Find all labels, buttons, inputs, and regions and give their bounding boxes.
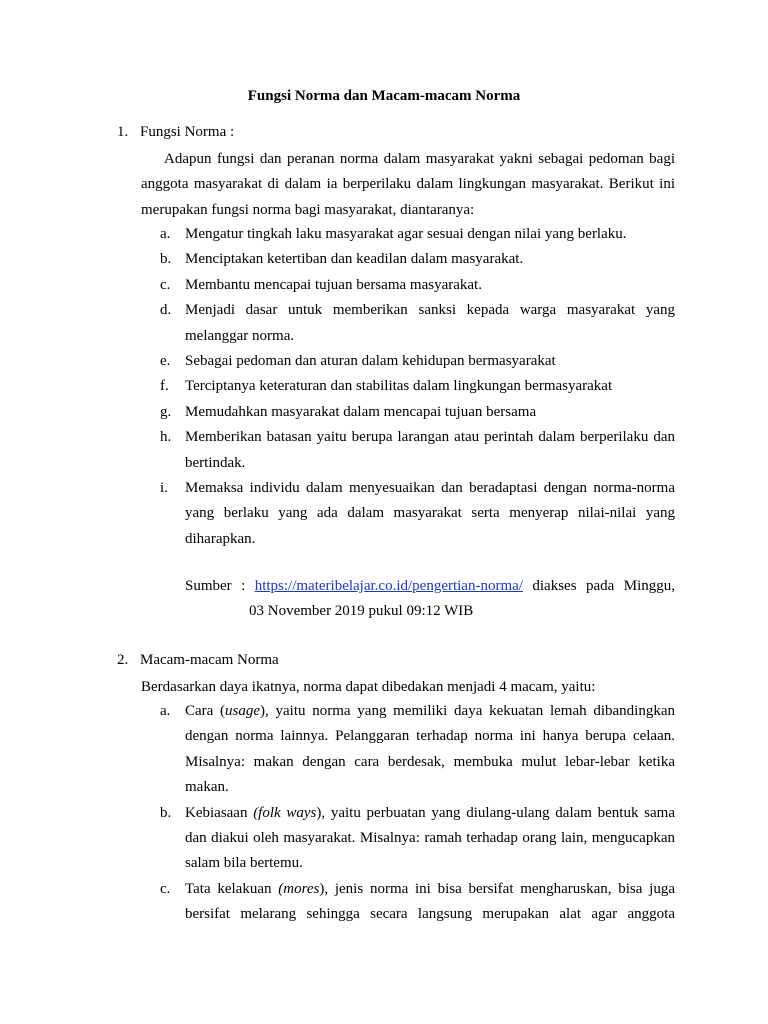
list-item-before: Kebiasaan: [185, 804, 254, 821]
list-item: [160, 222, 675, 247]
page-title: Fungsi Norma dan Macam-macam Norma: [247, 88, 521, 104]
list-item-text: Terciptanya keteraturan dan stabilitas dalam lingkungan bermasyarakat: [185, 378, 613, 395]
section-title: Fungsi Norma :: [140, 124, 235, 140]
source-label: Sumber :: [185, 578, 246, 594]
section-1-intro: Adapun fungsi dan peranan norma dalam masyarakat yakni sebagai pedoman bagi anggota masyarakat di dalam ia berperilaku dalam lingkungan masyarakat. Berikut ini merupakan fungsi norma bagi masyarakat, diantaranya:: [141, 151, 675, 218]
list-item-text: Memudahkan masyarakat dalam mencapai tujuan bersama: [185, 403, 537, 420]
section-1-heading: [117, 124, 234, 141]
list-item: [160, 476, 675, 552]
list-item: [160, 877, 675, 928]
list-marker: a.: [160, 703, 171, 719]
list-marker: d.: [160, 302, 172, 319]
list-item-text: Membantu mencapai tujuan bersama masyarakat.: [185, 276, 482, 293]
norm-types-list: [160, 699, 675, 928]
list-marker: e.: [160, 353, 171, 370]
list-item-text: Sebagai pedoman dan aturan dalam kehidupan bermasyarakat: [185, 353, 556, 370]
source-link[interactable]: https://materibelajar.co.id/pengertian-norma/: [254, 578, 523, 594]
section-title: Macam-macam Norma: [140, 652, 279, 668]
list-item-text: Menjadi dasar untuk memberikan sanksi kepada warga masyarakat yang melanggar norma.: [185, 302, 675, 344]
function-list: [160, 222, 675, 552]
list-item-text: Menciptakan ketertiban dan keadilan dalam masyarakat.: [185, 251, 524, 268]
list-item: [160, 374, 675, 399]
list-marker: b.: [160, 804, 172, 821]
list-item-term: usage: [225, 703, 261, 719]
list-item-before: Tata kelakuan: [185, 880, 279, 897]
section-2-heading: [117, 652, 279, 669]
list-item: [160, 699, 675, 801]
list-item: [160, 298, 675, 349]
list-item: [160, 801, 675, 877]
list-item-term: (mores: [278, 880, 320, 897]
list-item-after: ), jenis norma ini bisa bersifat mengharuskan, bisa juga bersifat melarang sehingga secara langsung merupakan alat agar anggota: [185, 880, 675, 923]
list-item: [160, 425, 675, 476]
list-marker: c.: [160, 276, 171, 293]
list-marker: i.: [160, 480, 168, 497]
section-2-intro: Berdasarkan daya ikatnya, norma dapat dibedakan menjadi 4 macam, yaitu:: [141, 679, 596, 695]
list-marker: c.: [160, 880, 171, 897]
list-marker: b.: [160, 251, 172, 268]
section-number: 1.: [117, 124, 129, 140]
source-citation: [185, 574, 675, 625]
source-accessed: diakses pada Minggu,: [532, 578, 675, 594]
section-number: 2.: [117, 652, 129, 668]
list-item-text: Memberikan batasan yaitu berupa larangan atau perintah dalam berperilaku dan bertindak.: [185, 429, 675, 471]
list-item: [160, 273, 675, 298]
list-marker: h.: [160, 429, 172, 446]
list-item-text: Memaksa individu dalam menyesuaikan dan beradaptasi dengan norma-norma yang berlaku yang ada dalam masyarakat serta menyerap nilai-nilai yang diharapkan.: [185, 480, 675, 547]
list-item-after: ), yaitu norma yang memiliki daya kekuatan lemah dibandingkan dengan norma lainnya. Pelanggaran terhadap norma ini hanya berupa celaan. Misalnya: makan dengan cara berdesak, membuka mulut lebar-lebar ketika makan.: [185, 703, 676, 796]
list-item: [160, 400, 675, 425]
list-item-term: (folk ways: [253, 804, 317, 821]
list-item: [160, 247, 675, 272]
list-item: [160, 349, 675, 374]
list-marker: f.: [160, 378, 169, 395]
list-marker: a.: [160, 226, 171, 242]
list-item-before: Cara (: [185, 703, 226, 719]
list-item-text: Mengatur tingkah laku masyarakat agar sesuai dengan nilai yang berlaku.: [185, 226, 627, 242]
list-item-after: ), yaitu perbuatan yang diulang-ulang dalam bentuk sama dan diakui oleh masyarakat. Misalnya: ramah terhadap orang lain, mengucapkan salam bila bertemu.: [185, 804, 676, 872]
source-accessed-date: 03 November 2019 pukul 09:12 WIB: [249, 603, 474, 620]
list-marker: g.: [160, 403, 172, 420]
